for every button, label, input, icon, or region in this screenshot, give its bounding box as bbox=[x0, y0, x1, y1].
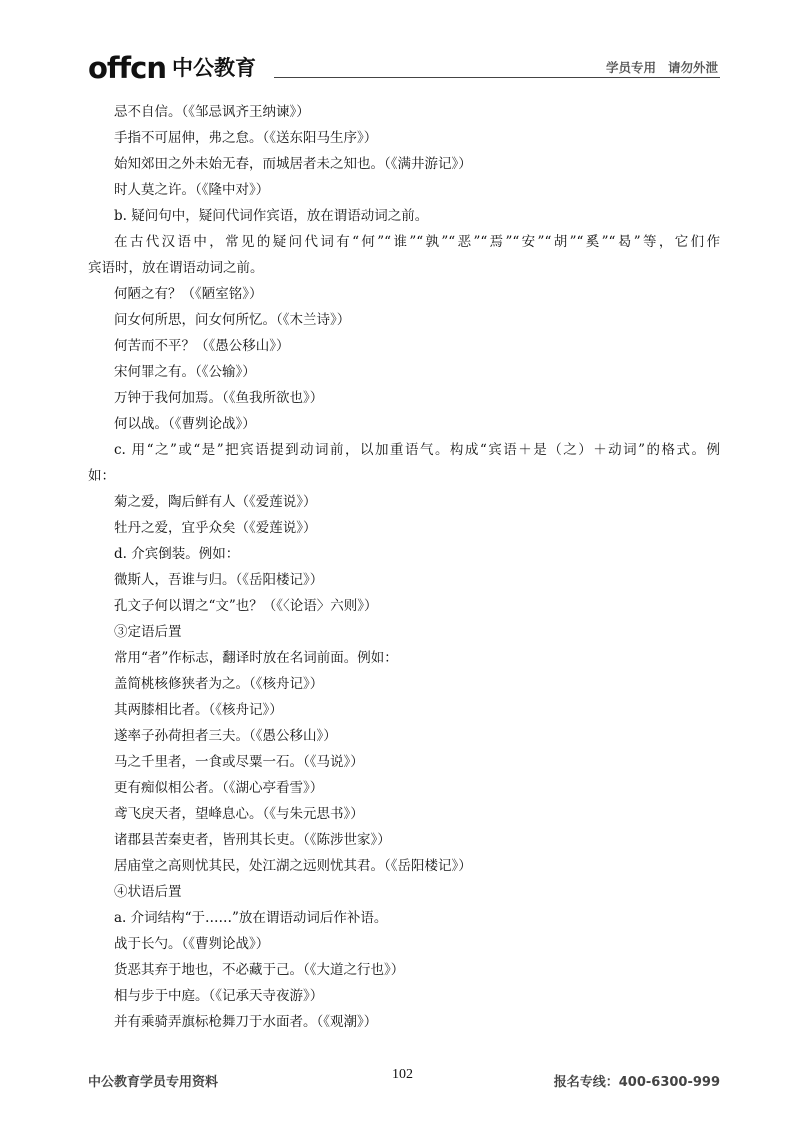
body-line: 菊之爱，陶后鲜有人（《爱莲说》） bbox=[114, 494, 317, 510]
body-line-continued: 宾语时，放在谓语动词之前。 bbox=[88, 260, 264, 276]
footer-material-label: 中公教育学员专用资料 bbox=[88, 1075, 219, 1090]
body-line: 宋何罪之有。（《公输》） bbox=[114, 364, 256, 380]
body-line: 始知郊田之外未始无春，而城居者未之知也。（《满井游记》） bbox=[114, 156, 472, 172]
body-line: 万钟于我何加焉。（《鱼我所欲也》） bbox=[114, 390, 324, 406]
body-line: 何以战。（《曹刿论战》） bbox=[114, 416, 256, 432]
header-tag-students-only: 学员专用 bbox=[605, 60, 656, 75]
subheading: d. 介宾倒装。例如： bbox=[114, 546, 240, 562]
body-line: 在古代汉语中，常见的疑问代词有“何”“谁”“孰”“恶”“焉”“安”“胡”“奚”“曷”等，它们作 bbox=[114, 234, 720, 250]
body-line: 鸢飞戾天者，望峰息心。（《与朱元思书》） bbox=[114, 806, 364, 822]
body-line: 问女何所思，问女何所忆。（《木兰诗》） bbox=[114, 312, 351, 328]
subheading: b. 疑问句中，疑问代词作宾语，放在谓语动词之前。 bbox=[114, 208, 429, 224]
body-line: 遂率子孙荷担者三夫。（《愚公移山》） bbox=[114, 728, 337, 744]
offcn-logo bbox=[88, 51, 256, 85]
logo-chinese-name: 中公教育 bbox=[172, 56, 256, 80]
body-line: 手指不可屈伸，弗之怠。（《送东阳马生序》） bbox=[114, 130, 378, 146]
body-line: 更有痴似相公者。（《湖心亭看雪》） bbox=[114, 780, 324, 796]
body-line: 时人莫之许。（《隆中对》） bbox=[114, 182, 270, 198]
body-line: 其两膝相比者。（《核舟记》） bbox=[114, 702, 283, 718]
subheading: a. 介词结构“于……”放在谓语动词后作补语。 bbox=[114, 910, 388, 926]
body-line: 诸郡县苦秦吏者，皆刑其长吏。（《陈涉世家》） bbox=[114, 832, 391, 848]
footer-hotline: 报名专线：400-6300-999 bbox=[553, 1075, 720, 1090]
section-heading: ③定语后置 bbox=[114, 624, 182, 640]
header-divider bbox=[274, 77, 720, 78]
page-number: 102 bbox=[392, 1067, 413, 1082]
header-tags bbox=[606, 58, 718, 76]
body-line: 盖简桃核修狭者为之。（《核舟记》） bbox=[114, 676, 324, 692]
body-line: 牡丹之爱，宜乎众矣（《爱莲说》） bbox=[114, 520, 317, 536]
logo-wordmark: offcn bbox=[88, 51, 166, 85]
body-line: 孔文子何以谓之“文”也？（《〈论语〉六则》） bbox=[114, 598, 378, 614]
body-line: 忌不自信。（《邹忌讽齐王纳谏》） bbox=[114, 104, 310, 120]
body-line: 常用“者”作标志，翻译时放在名词前面。例如： bbox=[114, 650, 398, 666]
page-footer bbox=[88, 1067, 720, 1091]
body-line: 并有乘骑弄旗标枪舞刀于水面者。（《观潮》） bbox=[114, 1014, 378, 1030]
page-header bbox=[88, 51, 720, 85]
body-line: 何陋之有？（《陋室铭》） bbox=[114, 286, 263, 302]
header-tag-do-not-leak: 请勿外泄 bbox=[667, 60, 718, 75]
body-line: 居庙堂之高则忧其民，处江湖之远则忧其君。（《岳阳楼记》） bbox=[114, 858, 472, 874]
body-line-continued: 如： bbox=[88, 468, 115, 484]
body-line: 货恶其弃于地也，不必藏于己。（《大道之行也》） bbox=[114, 962, 405, 978]
section-heading: ④状语后置 bbox=[114, 884, 182, 900]
body-line: 战于长勺。（《曹刿论战》） bbox=[114, 936, 270, 952]
body-line: 马之千里者，一食或尽粟一石。（《马说》） bbox=[114, 754, 364, 770]
body-line: 微斯人，吾谁与归。（《岳阳楼记》） bbox=[114, 572, 324, 588]
body-line: 相与步于中庭。（《记承天寺夜游》） bbox=[114, 988, 324, 1004]
body-line: 何苦而不平？（《愚公移山》） bbox=[114, 338, 290, 354]
page-body bbox=[88, 99, 720, 1035]
subheading: c. 用“之”或“是”把宾语提到动词前，以加重语气。构成“宾语＋是（之）＋动词”的格式。例 bbox=[114, 442, 720, 458]
